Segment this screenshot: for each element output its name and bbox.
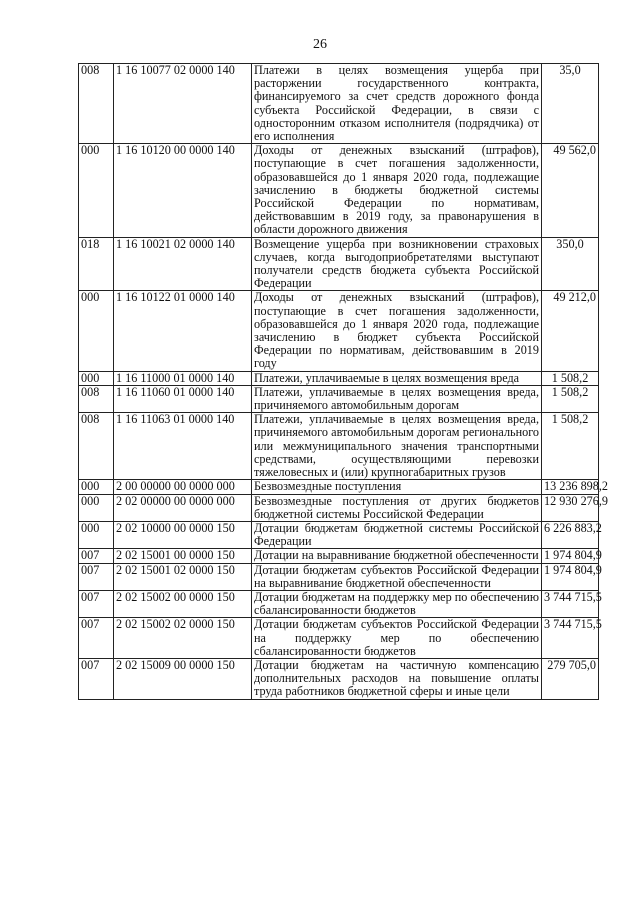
table-row [79,237,599,291]
amount-cell: 1 974 804,9 [542,549,599,563]
table-row [79,413,599,480]
amount-cell: 1 508,2 [542,385,599,412]
budget-code-cell: 2 02 15001 00 0000 150 [114,549,252,563]
revenue-name-cell: Доходы от денежных взысканий (штрафов), поступающие в счет погашения задолженности, образовавшейся до 1 января 2020 года, подлежащие зачислению в бюджеты бюджетной системы Российской Федерации по нормативам, действовавшим в 2019 году, за правонарушения в области дорожного движения [252,144,542,237]
budget-code-cell: 1 16 11000 01 0000 140 [114,371,252,385]
admin-code-cell: 007 [79,658,114,699]
page-number: 26 [313,37,327,52]
amount-cell: 6 226 883,2 [542,521,599,548]
admin-code-cell: 000 [79,521,114,548]
admin-code-cell: 000 [79,494,114,521]
budget-code-cell: 1 16 10122 01 0000 140 [114,291,252,371]
table-row [79,144,599,237]
admin-code-cell: 007 [79,563,114,590]
amount-cell: 1 508,2 [542,371,599,385]
admin-code-cell: 007 [79,590,114,617]
table-row [79,371,599,385]
revenue-name-cell: Дотации бюджетам субъектов Российской Федерации на поддержку мер по обеспечению сбалансированности бюджетов [252,618,542,659]
admin-code-cell: 000 [79,480,114,494]
budget-code-cell: 1 16 11060 01 0000 140 [114,385,252,412]
budget-code-cell: 2 02 00000 00 0000 000 [114,494,252,521]
budget-code-cell: 2 02 15002 00 0000 150 [114,590,252,617]
revenue-name-cell: Дотации бюджетам субъектов Российской Федерации на выравнивание бюджетной обеспеченности [252,563,542,590]
revenue-name-cell: Дотации бюджетам на частичную компенсацию дополнительных расходов на повышение оплаты труда работников бюджетной сферы и иные цели [252,658,542,699]
admin-code-cell: 018 [79,237,114,291]
budget-code-cell: 2 02 15009 00 0000 150 [114,658,252,699]
table-row [79,385,599,412]
budget-code-cell: 1 16 11063 01 0000 140 [114,413,252,480]
admin-code-cell: 008 [79,64,114,144]
amount-cell: 12 930 276,9 [542,494,599,521]
revenue-name-cell: Платежи, уплачиваемые в целях возмещения вреда, причиняемого автомобильным дорогам регионального или межмуниципального значения транспортными средствами, осуществляющими перевозки тяжеловесных и (или) крупногабаритных грузов [252,413,542,480]
revenue-name-cell: Безвозмездные поступления от других бюджетов бюджетной системы Российской Федерации [252,494,542,521]
budget-code-cell: 2 02 15002 02 0000 150 [114,618,252,659]
table-row [79,563,599,590]
admin-code-cell: 000 [79,291,114,371]
budget-code-cell: 2 02 10000 00 0000 150 [114,521,252,548]
table-row [79,618,599,659]
table-row [79,549,599,563]
table-row [79,480,599,494]
amount-cell: 3 744 715,5 [542,618,599,659]
admin-code-cell: 008 [79,385,114,412]
budget-code-cell: 1 16 10077 02 0000 140 [114,64,252,144]
revenue-name-cell: Дотации бюджетам на поддержку мер по обеспечению сбалансированности бюджетов [252,590,542,617]
revenue-name-cell: Платежи, уплачиваемые в целях возмещения вреда [252,371,542,385]
amount-cell: 49 212,0 [542,291,599,371]
revenue-name-cell: Платежи, уплачиваемые в целях возмещения вреда, причиняемого автомобильным дорогам [252,385,542,412]
budget-code-cell: 2 02 15001 02 0000 150 [114,563,252,590]
amount-cell: 35,0 [542,64,599,144]
revenue-name-cell: Возмещение ущерба при возникновении страховых случаев, когда выгодоприобретателями выступают получатели средств бюджета субъекта Российской Федерации [252,237,542,291]
revenue-name-cell: Дотации бюджетам бюджетной системы Российской Федерации [252,521,542,548]
table-row [79,291,599,371]
table-row [79,494,599,521]
budget-code-cell: 1 16 10120 00 0000 140 [114,144,252,237]
revenue-name-cell: Платежи в целях возмещения ущерба при расторжении государственного контракта, финансируемого за счет средств дорожного фонда субъекта Российской Федерации, в связи с односторонним отказом исполнителя (подрядчика) от его исполнения [252,64,542,144]
admin-code-cell: 007 [79,618,114,659]
admin-code-cell: 000 [79,371,114,385]
admin-code-cell: 008 [79,413,114,480]
table-row [79,64,599,144]
amount-cell: 1 508,2 [542,413,599,480]
revenue-name-cell: Безвозмездные поступления [252,480,542,494]
admin-code-cell: 007 [79,549,114,563]
amount-cell: 350,0 [542,237,599,291]
revenue-table [78,63,608,700]
amount-cell: 3 744 715,5 [542,590,599,617]
amount-cell: 279 705,0 [542,658,599,699]
table-row [79,590,599,617]
amount-cell: 1 974 804,9 [542,563,599,590]
amount-cell: 13 236 898,2 [542,480,599,494]
amount-cell: 49 562,0 [542,144,599,237]
budget-code-cell: 2 00 00000 00 0000 000 [114,480,252,494]
table-row [79,521,599,548]
admin-code-cell: 000 [79,144,114,237]
table-row [79,658,599,699]
budget-code-cell: 1 16 10021 02 0000 140 [114,237,252,291]
revenue-name-cell: Дотации на выравнивание бюджетной обеспеченности [252,549,542,563]
revenue-name-cell: Доходы от денежных взысканий (штрафов), поступающие в счет погашения задолженности, образовавшейся до 1 января 2020 года, подлежащие зачислению в бюджет субъекта Российской Федерации по нормативам, действовавшим в 2019 году [252,291,542,371]
table-body [79,63,608,700]
